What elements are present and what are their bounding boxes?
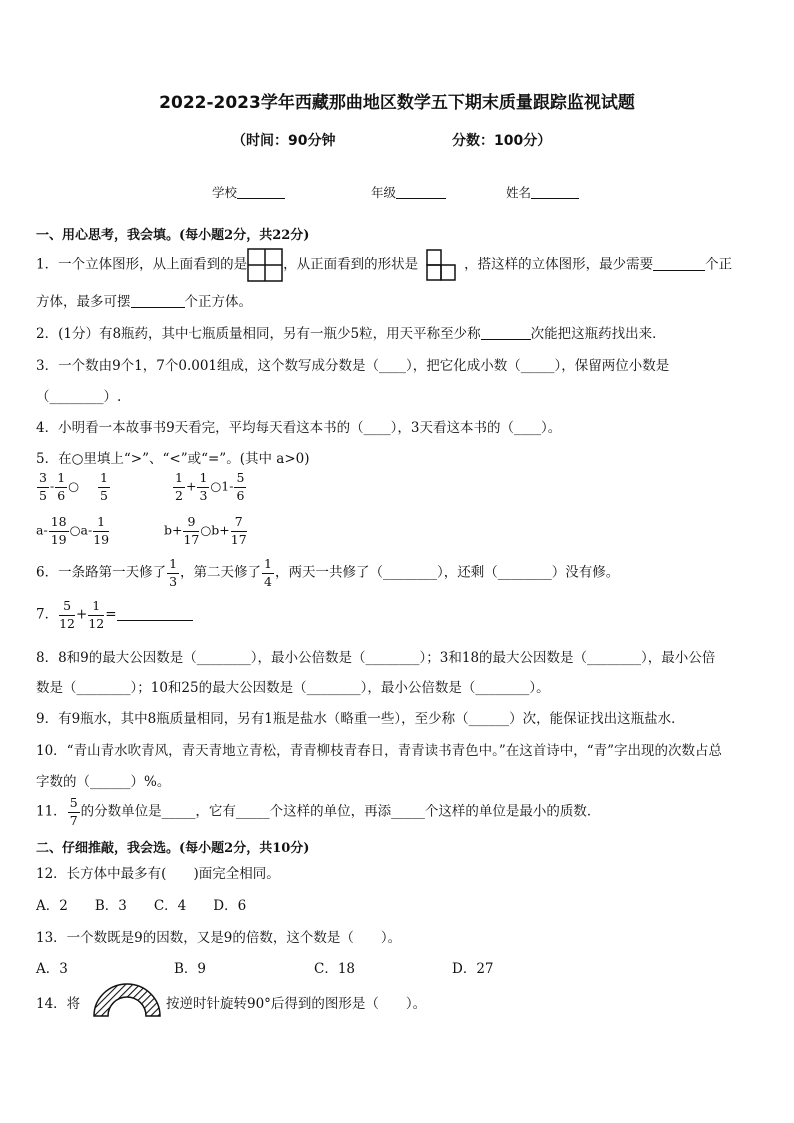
section-1-heading: 一、用心思考，我会填。(每小题2分，共22分) xyxy=(36,228,310,243)
question-12-options: A．2 B．3 C．4 D．6 xyxy=(36,898,247,914)
q5-item-3: a- $\frac{18}{19}$ ○a- $\frac{1}{19}$ xyxy=(36,514,110,547)
school-blank[interactable] xyxy=(237,184,285,199)
q5-item-2: $\frac{1}{2}$ + $\frac{1}{3}$ ○1- $\frac{5}{6}$ xyxy=(175,470,245,503)
school-field[interactable]: 学校 xyxy=(212,183,285,201)
question-2: 2．(1分）有8瓶药，其中七瓶质量相同，另有一瓶少5粒，用天平称至少称 次能把这瓶药找出来． xyxy=(36,326,666,342)
grade-blank[interactable] xyxy=(396,184,446,199)
question-10-cont: 字数的（______）%。 xyxy=(36,774,171,790)
q1-blank-min[interactable] xyxy=(653,256,705,271)
exam-score: 分数：100分） xyxy=(452,133,552,149)
compare-circle[interactable]: ○ xyxy=(68,478,80,494)
question-4: 4．小明看一本故事书9天看完，平均每天看这本书的（____），3天看这本书的（____）。 xyxy=(36,420,562,436)
compare-circle[interactable]: ○a- xyxy=(69,522,93,538)
option-d[interactable]: D．27 xyxy=(452,961,494,977)
option-c[interactable]: C．18 xyxy=(314,961,356,977)
section-2-heading: 二、仔细推敲，我会选。(每小题2分，共10分) xyxy=(36,841,310,856)
compare-circle[interactable]: ○1- xyxy=(210,478,234,494)
page-title: 2022-2023学年西藏那曲地区数学五下期末质量跟踪监视试题 xyxy=(159,93,635,113)
q2-blank[interactable] xyxy=(481,325,531,340)
question-8: 8．8和9的最大公因数是（________），最小公倍数是（________）；3和18的最大公因数是（________），最小公倍 xyxy=(36,650,716,666)
question-10: 10．“青山青水吹青风，青天青地立青松，青青柳枝青春日，青青读书青色中。”在这首诗中，“青”字出现的次数占总 xyxy=(36,743,723,759)
half-ring-icon xyxy=(92,982,162,1018)
question-14-cont: 按逆时针旋转90°后得到的图形是（ ）。 xyxy=(166,996,427,1012)
option-a[interactable]: A．3 xyxy=(36,961,68,977)
q1-blank-max[interactable] xyxy=(131,293,185,308)
option-b[interactable]: B．9 xyxy=(174,961,207,977)
name-blank[interactable] xyxy=(531,184,579,199)
q7-answer-blank[interactable] xyxy=(117,606,193,621)
question-7: 7． $\frac{5}{12}$ + $\frac{1}{12}$ = xyxy=(36,600,193,630)
question-1: 1．一个立体图形，从上面看到的是 ，从正面看到的形状是 ，搭这样的立体图形，最少需要 个正 xyxy=(36,248,732,282)
exam-time: （时间：90分钟 xyxy=(232,133,336,149)
grade-field[interactable]: 年级 xyxy=(371,183,446,201)
question-3: 3．一个数由9个1，7个0.001组成，这个数写成分数是（____），把它化成小数（_____），保留两位小数是 xyxy=(36,358,670,374)
front-view-grid-icon xyxy=(424,248,464,282)
question-1-cont: 方体，最多可摆 个正方体。 xyxy=(36,294,252,310)
top-view-grid-icon xyxy=(247,248,283,282)
compare-circle[interactable]: ○b+ xyxy=(200,522,230,538)
question-5: 5．在○里填上“>”、“<”或“=”。(其中 a>0) xyxy=(36,451,310,467)
question-6: 6．一条路第一天修了 $\frac{1}{3}$ ，第二天修了 $\frac{1}{4}$ ，两天一共修了（________），还剩（________）没有修。 xyxy=(36,556,620,589)
question-3-cont: （________）. xyxy=(36,389,122,405)
q5-item-4: b+ $\frac{9}{17}$ ○b+ $\frac{7}{17}$ xyxy=(164,514,247,547)
question-9: 9．有9瓶水，其中8瓶质量相同，另有1瓶是盐水（略重一些），至少称（______）次，能保证找出这瓶盐水． xyxy=(36,711,685,727)
question-12: 12．长方体中最多有( )面完全相同。 xyxy=(36,866,280,882)
name-field[interactable]: 姓名 xyxy=(506,183,579,201)
q5-item-1: $\frac{3}{5}$ - $\frac{1}{6}$ ○ $\frac{1}{5}$ xyxy=(39,470,108,503)
question-14: 14．将 xyxy=(36,996,81,1012)
question-11: 11． $\frac{5}{7}$ 的分数单位是_____，它有_____个这样的单位，再添_____个这样的单位是最小的质数． xyxy=(36,795,601,828)
question-13: 13．一个数既是9的因数，又是9的倍数，这个数是（ ）。 xyxy=(36,930,402,946)
question-8-cont: 数是（________）；10和25的最大公因数是（________），最小公倍数是（________）。 xyxy=(36,680,550,696)
